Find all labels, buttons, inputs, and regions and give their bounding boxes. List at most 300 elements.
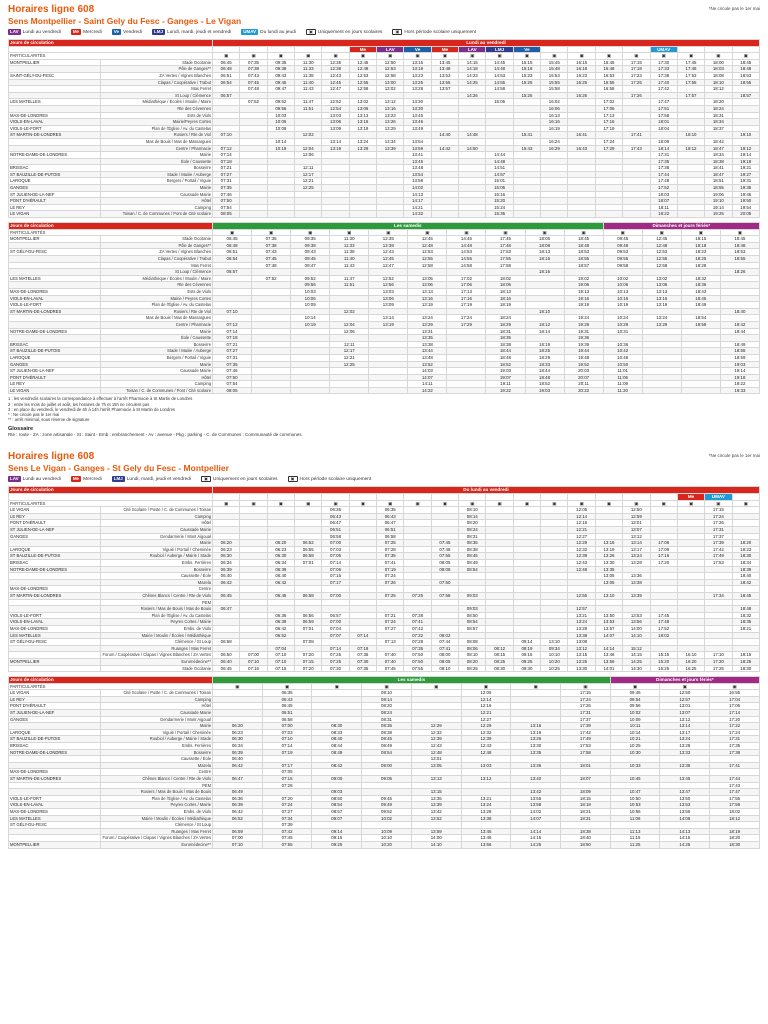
stop-name: BRISSAC (9, 341, 101, 348)
saturday-time: 07:27 (262, 808, 312, 815)
saturday-time: 13:58 (511, 802, 561, 809)
time-cell: 13:58 (404, 178, 431, 185)
time-cell: 14:40 (431, 132, 458, 139)
time-cell: 07:00 (322, 619, 349, 626)
time-cell: 06:52 (295, 540, 322, 547)
time-cell: 13:35 (595, 566, 622, 573)
time-cell: 07:28 (404, 639, 431, 646)
time-cell (322, 606, 349, 613)
saturday-time (252, 302, 291, 309)
time-cell: 07:41 (377, 560, 404, 567)
time-cell (431, 112, 458, 119)
stop-name: ST GÉLY-DU-FESC (9, 639, 101, 646)
sunday-time (681, 308, 720, 315)
saturday-time: 09:15 (312, 835, 362, 842)
time-cell: 16:43 (568, 145, 595, 152)
saturday-time: 18:57 (564, 262, 603, 269)
bus-school-icon: ▣ (705, 500, 732, 507)
saturday-time: 07:45 (262, 835, 312, 842)
time-cell (486, 513, 513, 520)
saturday-time: 17:55 (486, 256, 525, 263)
saturday-time: 13:13 (408, 288, 447, 295)
stop-place: ZA Vertes / Vignes Blanches (101, 72, 213, 79)
bus-icon: ▣ (411, 683, 461, 690)
sunday-time: 13:24 (642, 315, 681, 322)
time-cell: 13:53 (431, 72, 458, 79)
column-badge (404, 494, 431, 501)
time-cell: 18:55 (732, 79, 759, 86)
stop-name (9, 315, 101, 322)
column-badge (322, 494, 349, 501)
time-cell: 07:25 (404, 592, 431, 599)
time-cell: 18:34 (705, 152, 732, 159)
time-cell: 13:19 (322, 145, 349, 152)
saturday-time: 12:48 (461, 749, 511, 756)
bus-school-icon: ▣ (541, 500, 568, 507)
sunday-time (642, 308, 681, 315)
table-row (9, 368, 760, 375)
stop-place: Ruanges / Mas Ferret (101, 828, 213, 835)
time-cell (541, 158, 568, 165)
saturday-time (564, 308, 603, 315)
table-row (9, 612, 760, 619)
table-row (9, 835, 760, 842)
time-cell: 13:56 (595, 658, 622, 665)
time-cell (349, 198, 376, 205)
time-cell (705, 612, 732, 619)
sunday-time (642, 381, 681, 388)
time-cell: 12:55 (349, 79, 376, 86)
table-row (9, 249, 760, 256)
time-cell (595, 513, 622, 520)
time-cell: 12:06 (295, 152, 322, 159)
time-cell: 07:31 (213, 178, 240, 185)
stop-place: Ests de Viols (101, 112, 213, 119)
time-cell (595, 152, 622, 159)
time-cell (240, 527, 267, 534)
sunday-time: 19:33 (720, 387, 759, 394)
stop-name: ST MARTIN-DE-LONDRES (9, 776, 101, 783)
saturday-time (447, 381, 486, 388)
table-row (9, 361, 760, 368)
time-cell (295, 158, 322, 165)
stop-name: ST BAUZILLE-DE-PUTOIS (9, 736, 101, 743)
bus-school-icon: ▣ (513, 53, 540, 60)
time-cell (431, 573, 458, 580)
saturday-time (525, 275, 564, 282)
time-cell: 07:10 (213, 132, 240, 139)
saturday-time: 18:07 (561, 776, 611, 783)
saturday-time: 17:16 (447, 295, 486, 302)
saturday-time: 12:53 (408, 249, 447, 256)
saturday-time: 18:35 (486, 335, 525, 342)
sunday-time (660, 782, 710, 789)
stop-name (9, 828, 101, 835)
stop-name (9, 138, 101, 145)
time-cell: 07:10 (267, 658, 294, 665)
stop-place: Chênes Blancs / Centre / Rte de Viols (101, 776, 213, 783)
time-cell (595, 211, 622, 218)
section-label: Du lundi au vendredi (213, 487, 760, 494)
time-cell: 06:57 (213, 92, 240, 99)
saturday-time: 07:12 (213, 321, 252, 328)
table-row (9, 841, 760, 848)
time-cell: 08:31 (459, 533, 486, 540)
sunday-time: 09:58 (603, 262, 642, 269)
header-label: Jours de circulation (9, 40, 213, 47)
time-cell: 17:41 (623, 132, 650, 139)
legend-badge: LMJ (113, 476, 123, 482)
saturday-time: 10:03 (291, 288, 330, 295)
time-cell: 15:05 (486, 99, 513, 106)
stop-name (9, 579, 101, 586)
time-cell (677, 592, 704, 599)
time-cell: 13:26 (377, 119, 404, 126)
saturday-time (252, 282, 291, 289)
bus-icon: ▣ (312, 683, 362, 690)
time-cell: 11:38 (295, 72, 322, 79)
saturday-time: 17:53 (486, 249, 525, 256)
stop-place: Rosiers / Mas de Bouis / Mas de Bouis (101, 606, 213, 613)
time-cell (267, 520, 294, 527)
saturday-time (213, 769, 263, 776)
saturday-time: 18:16 (525, 269, 564, 276)
time-cell (568, 99, 595, 106)
time-cell (431, 533, 458, 540)
time-cell: 07:55 (431, 553, 458, 560)
time-cell (431, 204, 458, 211)
time-cell (240, 132, 267, 139)
sunday-time: 12:45 (642, 236, 681, 243)
time-cell (431, 185, 458, 192)
time-cell (568, 125, 595, 132)
time-cell (623, 105, 650, 112)
bus-school-icon: ▣ (295, 500, 322, 507)
stop-name: MAS-DE-LONDRES (9, 586, 101, 593)
saturday-time: 13:42 (511, 789, 561, 796)
bus-school-icon: ▣ (513, 500, 540, 507)
sunday-time: 17:04 (710, 696, 760, 703)
time-cell (595, 527, 622, 534)
sunday-time (720, 315, 759, 322)
time-cell: 18:07 (650, 198, 677, 205)
column-badge (732, 46, 759, 53)
column-badge (623, 46, 650, 53)
time-cell (295, 507, 322, 514)
stop-name: MONTPELLIER (9, 236, 101, 243)
table-row (9, 520, 760, 527)
sunday-time: 18:59 (681, 321, 720, 328)
saturday-time (525, 302, 564, 309)
header-label: Jours de circulation (9, 223, 213, 230)
time-cell (431, 152, 458, 159)
table-row (9, 381, 760, 388)
time-cell (267, 586, 294, 593)
saturday-time (312, 769, 362, 776)
saturday-time: 09:47 (291, 262, 330, 269)
stop-place: Mas de Bouis / Mas de Massargues (101, 315, 213, 322)
time-cell (677, 178, 704, 185)
stop-place: Centre / Pharmacie (101, 145, 213, 152)
time-cell (322, 152, 349, 159)
time-cell (677, 639, 704, 646)
time-cell (486, 619, 513, 626)
saturday-time (291, 269, 330, 276)
saturday-time (511, 822, 561, 829)
table-row (9, 288, 760, 295)
time-cell: 07:06 (322, 566, 349, 573)
time-cell (295, 92, 322, 99)
time-cell: 06:40 (213, 658, 240, 665)
saturday-time: 07:34 (262, 815, 312, 822)
bus-school-icon: ▣ (623, 53, 650, 60)
stop-place: Bergers / Portail / Viguie (101, 178, 213, 185)
saturday-time: 13:31 (408, 328, 447, 335)
time-cell: 14:00 (623, 625, 650, 632)
time-cell (677, 125, 704, 132)
sunday-time: 17:55 (710, 795, 760, 802)
time-cell (705, 566, 732, 573)
time-cell: 08:10 (459, 652, 486, 659)
time-cell: 12:05 (568, 507, 595, 514)
saturday-time: 07:28 (262, 782, 312, 789)
time-cell: 13:15 (404, 59, 431, 66)
time-cell: 08:08 (459, 639, 486, 646)
partic-row (9, 53, 760, 60)
table-row (9, 632, 760, 639)
saturday-time (291, 341, 330, 348)
time-cell (267, 533, 294, 540)
saturday-time: 08:45 (362, 736, 412, 743)
time-cell (486, 573, 513, 580)
bus-school-icon: ▣ (431, 500, 458, 507)
stop-name (9, 66, 101, 73)
time-cell: 17:49 (705, 553, 732, 560)
saturday-time (408, 308, 447, 315)
time-cell: 17:16 (595, 119, 622, 126)
bus-icon: ▣ (681, 229, 720, 236)
sunday-time: 10:25 (610, 743, 660, 750)
saturday-time: 07:10 (213, 308, 252, 315)
time-cell (486, 632, 513, 639)
time-cell: 11:30 (295, 59, 322, 66)
sunday-time: 17:41 (710, 762, 760, 769)
time-cell: 17:47 (650, 99, 677, 106)
time-cell: 15:12 (623, 645, 650, 652)
legend-text: Lundi, mardi, jeudi et vendredi (166, 29, 232, 35)
time-cell: 13:26 (595, 553, 622, 560)
time-cell (595, 520, 622, 527)
time-cell (404, 513, 431, 520)
time-cell: 15:18 (513, 66, 540, 73)
time-cell (322, 171, 349, 178)
saturday-time: 07:05 (262, 769, 312, 776)
saturday-time (461, 782, 511, 789)
time-cell: 14:21 (404, 204, 431, 211)
bus-school-icon: ▣ (650, 53, 677, 60)
time-cell (295, 119, 322, 126)
time-cell: 06:59 (295, 619, 322, 626)
sunday-time: 09:45 (603, 236, 642, 243)
time-cell (240, 586, 267, 593)
stop-name: LAROQUE (9, 354, 101, 361)
time-cell (213, 586, 240, 593)
time-cell (349, 560, 376, 567)
saturday-time (561, 782, 611, 789)
time-cell (732, 599, 759, 606)
sunday-time: 13:06 (642, 282, 681, 289)
time-cell (541, 546, 568, 553)
saturday-time: 13:46 (461, 835, 511, 842)
saturday-time: 17:31 (561, 710, 611, 717)
saturday-time: 17:58 (486, 262, 525, 269)
saturday-time: 10:06 (291, 295, 330, 302)
sunday-time: 10:02 (610, 710, 660, 717)
time-cell: 13:34 (377, 138, 404, 145)
saturday-time: 07:21 (213, 341, 252, 348)
stop-place: Plan de l'Église / Av. du Castelas (101, 795, 213, 802)
saturday-time (362, 782, 412, 789)
time-cell: 08:08 (431, 566, 458, 573)
time-cell: 16:15 (568, 59, 595, 66)
stop-place: Caussette / Éole (101, 573, 213, 580)
time-cell (404, 566, 431, 573)
sunday-time: 13:16 (642, 295, 681, 302)
saturday-time (213, 782, 263, 789)
sunday-time: 10:30 (610, 749, 660, 756)
time-cell (705, 632, 732, 639)
table-row (9, 92, 760, 99)
stop-place: Bosseirre (101, 341, 213, 348)
time-cell: 18:48 (732, 606, 759, 613)
time-cell: 12:54 (322, 105, 349, 112)
time-cell: 14:50 (459, 145, 486, 152)
time-cell (541, 152, 568, 159)
time-cell (322, 191, 349, 198)
time-cell (486, 566, 513, 573)
time-cell: 12:50 (623, 507, 650, 514)
time-cell (541, 185, 568, 192)
time-cell: 13:54 (404, 171, 431, 178)
stop-name: LAROQUE (9, 546, 101, 553)
table-row (9, 703, 760, 710)
stop-name (9, 665, 101, 672)
time-cell: 08:15 (486, 652, 513, 659)
time-cell (513, 185, 540, 192)
time-cell (404, 527, 431, 534)
table-row (9, 275, 760, 282)
time-cell: 12:53 (377, 66, 404, 73)
bus-school-icon: ▣ (240, 53, 267, 60)
stop-name: LE REY (9, 513, 101, 520)
saturday-time (447, 308, 486, 315)
saturday-time: 18:50 (561, 841, 611, 848)
time-cell (431, 612, 458, 619)
sunday-time (642, 269, 681, 276)
time-cell: 08:30 (486, 665, 513, 672)
time-cell (568, 198, 595, 205)
saturday-time: 12:55 (408, 256, 447, 263)
saturday-time: 18:10 (525, 308, 564, 315)
saturday-time: 12:39 (461, 736, 511, 743)
time-cell (349, 513, 376, 520)
saturday-time (461, 769, 511, 776)
saturday-time: 07:10 (262, 736, 312, 743)
time-cell (240, 560, 267, 567)
bus-school-icon: ▣ (213, 53, 240, 60)
table-row (9, 566, 760, 573)
sunday-time: 18:42 (720, 321, 759, 328)
time-cell (541, 527, 568, 534)
saturday-time: 07:14 (213, 328, 252, 335)
time-cell (431, 138, 458, 145)
time-cell (595, 198, 622, 205)
saturday-time: 18:55 (564, 256, 603, 263)
time-cell: 18:32 (732, 612, 759, 619)
time-cell: 07:35 (349, 665, 376, 672)
time-cell: 17:09 (650, 546, 677, 553)
saturday-time: 06:43 (262, 696, 312, 703)
part1-footnotes (8, 396, 760, 422)
time-cell (513, 152, 540, 159)
time-cell (568, 105, 595, 112)
saturday-time: 17:26 (561, 703, 611, 710)
saturday-time: 19:16 (564, 295, 603, 302)
time-cell (322, 211, 349, 218)
saturday-time: 13:12 (461, 776, 511, 783)
stop-name: ST GÉLY-DU-FESC (9, 822, 101, 829)
time-cell (295, 527, 322, 534)
saturday-time (291, 381, 330, 388)
time-cell (568, 138, 595, 145)
time-cell: 13:24 (568, 619, 595, 626)
table-row (9, 99, 760, 106)
time-cell: 08:05 (431, 658, 458, 665)
stop-name (9, 79, 101, 86)
saturday-time: 12:48 (411, 749, 461, 756)
saturday-time: 19:48 (564, 354, 603, 361)
time-cell (486, 599, 513, 606)
time-cell: 07:00 (322, 540, 349, 547)
stop-place: St Loup / Clémence (101, 92, 213, 99)
time-cell (349, 178, 376, 185)
bus-school-icon: ▣ (677, 500, 704, 507)
time-cell: 08:05 (431, 560, 458, 567)
stop-place: Stade Occitanie (101, 665, 213, 672)
time-cell: 19:46 (732, 191, 759, 198)
bus-school-icon: ▣ (377, 500, 404, 507)
saturday-time: 07:38 (252, 242, 291, 249)
saturday-time: 12:32 (411, 729, 461, 736)
time-cell: 18:03 (650, 191, 677, 198)
time-cell: 18:42 (732, 579, 759, 586)
time-cell: 07:15 (295, 658, 322, 665)
table-row (9, 729, 760, 736)
time-cell: 08:12 (486, 645, 513, 652)
table-row (9, 527, 760, 534)
legend-item (152, 29, 231, 35)
table-row (9, 138, 760, 145)
time-cell (541, 513, 568, 520)
column-badge: LAV (377, 46, 404, 53)
time-cell (240, 92, 267, 99)
saturday-time: 12:38 (369, 242, 408, 249)
table-row (9, 185, 760, 192)
time-cell: 07:35 (213, 185, 240, 192)
part2-title: Horaires ligne 608 (8, 451, 95, 463)
time-cell (705, 573, 732, 580)
time-cell (568, 178, 595, 185)
